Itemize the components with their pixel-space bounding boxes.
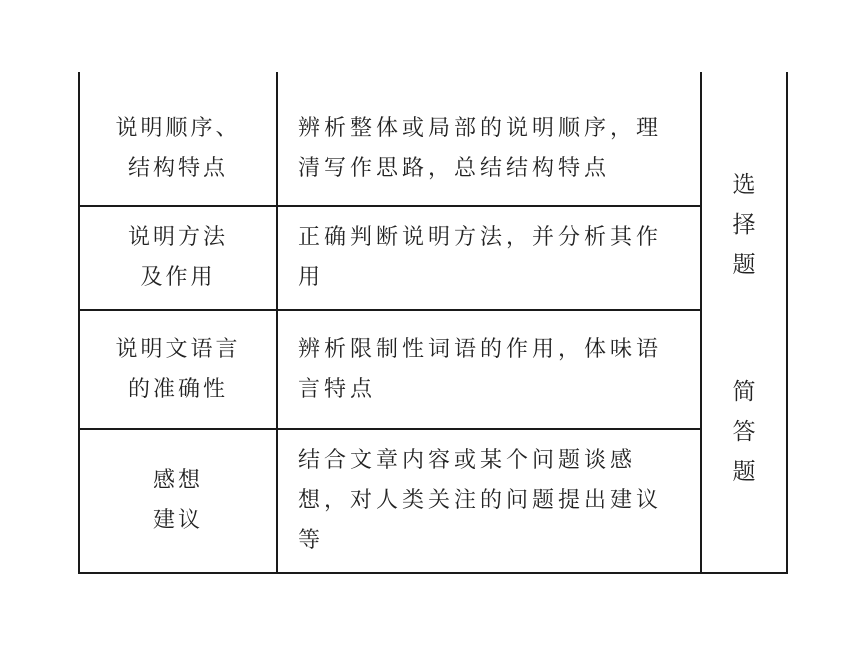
question-type-char: 题 xyxy=(732,459,756,485)
table-row-2-description xyxy=(278,207,700,309)
description-line: 想，对人类关注的问题提出建议 xyxy=(298,488,663,513)
table-row-4-topic xyxy=(80,430,276,572)
topic-line: 的准确性 xyxy=(127,376,228,402)
description-line: 辨析整体或局部的说明顺序，理 xyxy=(298,115,663,141)
topic-line: 说明文语言 xyxy=(115,336,241,362)
question-type-choice xyxy=(702,165,786,285)
table-row-1-description xyxy=(278,92,700,205)
description-line: 清写作思路，总结结构特点 xyxy=(298,155,611,181)
topic-line: 结构特点 xyxy=(127,155,228,181)
table-row-3-description xyxy=(278,311,700,428)
table-row-3-topic xyxy=(80,311,276,428)
description-line: 用 xyxy=(298,265,325,290)
topic-line: 说明顺序、 xyxy=(115,115,241,141)
description-line: 言特点 xyxy=(298,376,377,402)
question-type-char: 题 xyxy=(732,252,756,278)
topic-line: 说明方法 xyxy=(127,225,228,250)
question-type-short-answer xyxy=(702,372,786,492)
table-right-border xyxy=(786,72,788,574)
description-line: 结合文章内容或某个问题谈感 xyxy=(298,448,637,473)
question-type-char: 择 xyxy=(732,212,756,238)
topic-line: 及作用 xyxy=(140,265,216,290)
question-type-char: 简 xyxy=(732,379,756,405)
table-row-4-description xyxy=(278,430,700,572)
table-row-1-topic xyxy=(80,92,276,205)
description-line: 正确判断说明方法，并分析其作 xyxy=(298,225,663,250)
table-row-2-topic xyxy=(80,207,276,309)
description-line: 辨析限制性词语的作用，体味语 xyxy=(298,336,663,362)
topic-line: 感想 xyxy=(152,468,203,493)
question-type-char: 答 xyxy=(732,419,756,445)
table-bottom-border xyxy=(78,572,788,574)
table-col-divider-2 xyxy=(700,72,702,574)
description-line: 等 xyxy=(298,528,325,553)
topic-line: 建议 xyxy=(152,508,203,533)
question-type-char: 选 xyxy=(732,172,756,198)
